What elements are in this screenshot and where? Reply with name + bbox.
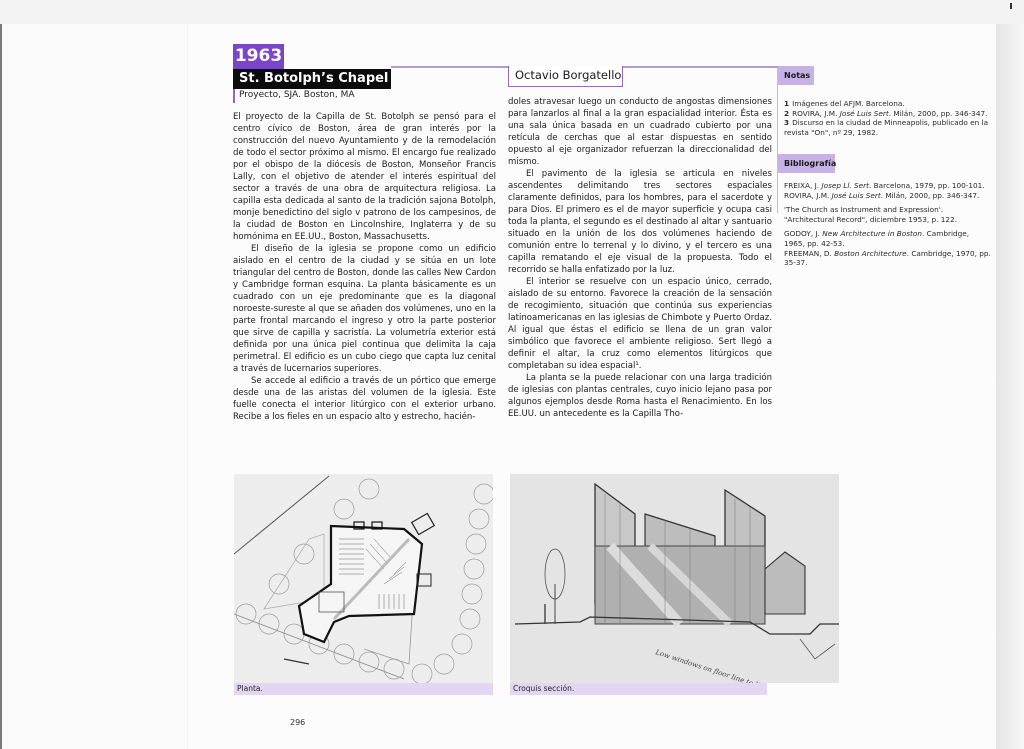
floor-plan-drawing xyxy=(234,474,493,683)
bibliography-list xyxy=(784,181,992,268)
bibliography-heading: Bibliografía xyxy=(778,154,835,173)
bibliography-item: ROVIRA, J.M. José Luis Sert. Milán, 2000, pp. 346-347. xyxy=(784,190,980,200)
project-subtitle: Proyecto, SJA. Boston, MA xyxy=(239,90,355,100)
floor-plan-figure xyxy=(234,474,493,683)
paragraph: La planta se la puede relacionar con una larga tradición de iglesias con plantas centrales, cuyo inicio lejano pasa por algunos ejemplos desde Roma hasta el Renacimiento. En los EE.UU. un antecedente es la Capilla Tho- xyxy=(508,373,772,420)
body-column-1 xyxy=(233,111,496,423)
subtitle-rule xyxy=(233,89,235,103)
plan-caption: Planta. xyxy=(234,683,493,695)
page-gutter-shadow xyxy=(996,24,1024,749)
scan-mark xyxy=(1010,3,1012,9)
note-item: 3 Discurso en la ciudad de Minneapolis, publicado en la revista "On", nº 29, 1982. xyxy=(784,118,989,137)
column-divider xyxy=(777,68,778,213)
page-number: 296 xyxy=(290,718,306,727)
note-item: 1 Imágenes del AFJM. Barcelona. xyxy=(784,99,905,108)
year-badge: 1963 xyxy=(233,44,284,69)
paragraph: doles atravesar luego un conducto de angostas dimensiones para lanzarlos al final a la gran espacialidad interior. Ésta es una sala única basada en un cuadrado cubierto por una retícula de cerchas que al estar dispuestas en sentido opuesto al eje organizador refuerzan la direccionalidad del mismo. xyxy=(508,97,772,168)
section-sketch-drawing xyxy=(510,474,839,683)
paragraph: Se accede al edificio a través de un pórtico que emerge desde una de las aristas del volumen de la iglesia. Este fuelle conecta el interior litúrgico con el exterior urbano. Recibe a los fieles en un espacio alto y estrecho, hacién- xyxy=(233,376,496,423)
note-item: 2 ROVIRA, J.M. José Luis Sert. Milán, 2000, pp. 346-347. xyxy=(784,108,988,118)
bibliography-item: 'The Church as Instrument and Expression'. "Architectural Record", diciembre 1953, p. 122. xyxy=(784,205,958,224)
paragraph: El interior se resuelve con un espacio único, cerrado, aislado de su entorno. Favorece la creación de la sensación de recogimiento, situación que continúa sus experiencias latinoamericanas en las iglesias de Chimbote y Puerto Ordaz. Al igual que éstas el edificio se llena de un gran valor simbólico que favorece el ambiente religioso. Sert llegó a definir el altar, la cruz como elementos litúrgicos que completaban su idea espacial¹. xyxy=(508,277,772,372)
notes-heading: Notas xyxy=(778,66,814,85)
section-caption: Croquis sección. xyxy=(510,683,767,695)
section-figure xyxy=(510,474,839,683)
bibliography-item: GODOY, J. New Architecture in Boston. Cambridge, 1965, pp. 42-53. xyxy=(784,229,970,248)
paragraph: El diseño de la iglesia se propone como un edificio aislado en el centro de la ciudad y se sitúa en un lote triangular del centro de Boston, donde las calles New Cardon y Cambridge forman esquina. La planta básicamente es un cuadrado con un eje predominante que es la diagonal noroeste-sureste al que se añaden dos volúmenes, uno en la parte frontal marcando el ingreso y otro la parte posterior que sirve de capilla y sacristía. La volumetría exterior está definida por una única piel continua que delimita la caja perimetral. El edificio es un cubo ciego que capta luz cenital a través de lucernarios superiores. xyxy=(233,244,496,375)
notes-list xyxy=(784,99,992,137)
page-title: St. Botolph’s Chapel xyxy=(233,69,391,89)
body-column-2 xyxy=(508,96,772,420)
facing-page xyxy=(2,24,187,749)
paragraph: El pavimento de la iglesia se articula en niveles ascendentes delimitando tres sectores espaciales claramente definidos, para los hombres, para el sacerdote y para Dios. El primero es el de mayor superficie y ocupa casi toda la planta, el segundo es el destinado al altar y santuario situado en la unión de los dos volúmenes haciendo de comunión entre lo terrenal y lo divino, y el tercero es una capilla rematando el eje visual de la propuesta. Todo el recorrido se halla enfatizado por la luz. xyxy=(508,169,772,276)
bibliography-item: FREEMAN, D. Boston Architecture. Cambridge, 1970, pp. 35-37. xyxy=(784,248,991,268)
paragraph: El proyecto de la Capilla de St. Botolph se pensó para el centro cívico de Boston, área de gran interés por la construcción del nuevo Ayuntamiento y de la remodelación de todo el sector próximo al mismo. El encargo fue realizado por el obispo de la diócesis de Boston, Monseñor Francis Lally, con el objetivo de atender el interés espiritual del sector a través de una obra de arquitectura religiosa. La capilla esta dedicada al santo de la tradición sajona Botolph, monje benedictino del siglo v patrono de los campesinos, de la ciudad de Boston en Lincolnshire, Inglaterra y de su homónima en EE.UU., Boston, Massachusetts. xyxy=(233,112,496,243)
bibliography-item: FREIXA, J. Josep Ll. Sert. Barcelona, 1979, pp. 100-101. xyxy=(784,181,985,190)
author-name: Octavio Borgatello xyxy=(508,66,623,87)
